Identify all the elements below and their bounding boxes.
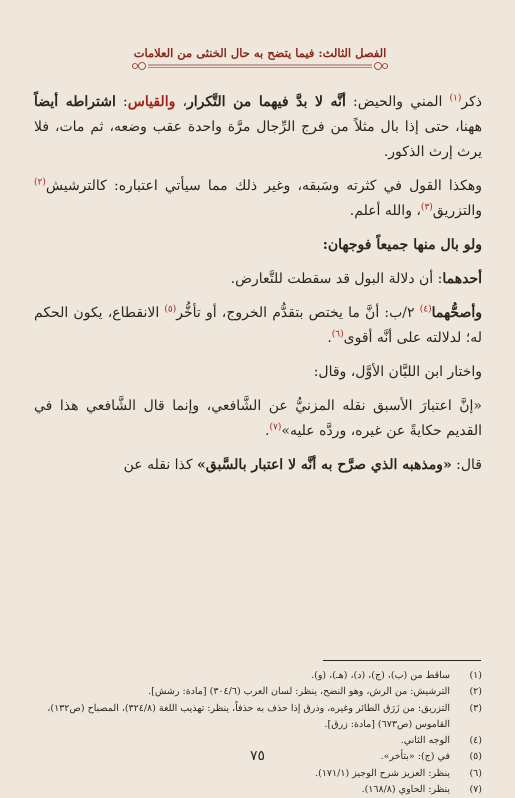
footnote-text: التزريق: من زَرَق الطائر وغيره، وذرق إذا حذف به حذفاً، ينظر: تهذيب اللغة (٣٢٤/٨)، المصباح (ص١٣٢)، القاموس (ص٦٧٣) [مادة: زرق].	[47, 702, 450, 730]
text-run: ٢/ب: أنَّ ما يختص بتقدُّم الخروج، أو تأخُّر	[176, 305, 420, 321]
footnote-ref-6: (٦)	[331, 329, 344, 340]
footnote-text: الترشيش: من الرش، وهو النضح، ينظر: لسان العرب (٣٠٤/٦) [مادة: رشش].	[148, 686, 450, 698]
text-run: ،	[175, 94, 188, 110]
text-run: ههنا، حتى إذا بال مثلاً من فرج الرِّجال مرَّة واحدة عقب وضعه، ثم مات، فلا يرث إرث الذكور.	[34, 119, 482, 160]
footnote-ref-3: (٣)	[420, 202, 433, 213]
footnote-number: (٥)	[469, 751, 482, 763]
footnote-ref-5: (٥)	[164, 304, 177, 315]
running-header	[130, 46, 390, 72]
text-run: الانقطاع، يكون الحكم له؛ لدلالته على أنَّه أقوى	[34, 305, 482, 346]
text-run: المني والحيض:	[345, 94, 450, 110]
chapter-title: الفصل الثالث: فيما يتضح به حال الخنثى من العلامات	[133, 46, 387, 60]
footnote-text: ينظر: الحاوي (١٦٨/٨).	[361, 784, 450, 796]
quotation: «إنَّ اعتبارَ الأسبق نقله المزنيُّ عن الشَّافعي، وإنما قال الشَّافعي هذا في القديم حكايةً عن غيره، وردَّه عليه»	[34, 398, 482, 439]
text-run: كذا نقله عن	[123, 457, 198, 473]
footnote-number: (٢)	[469, 686, 482, 698]
header-ornament-frame	[130, 46, 390, 72]
text-run: :	[115, 94, 128, 110]
text-run: وهكذا القول في كثرته وسَبقه، وغير ذلك مما سيأتي اعتباره: كالترشيش	[45, 178, 482, 194]
paragraph-3	[34, 233, 482, 258]
text-run: قال:	[451, 457, 482, 473]
bold-quotation: «ومذهبه الذي صرَّح به أنَّه لا اعتبار بالسَّبق»	[197, 457, 452, 473]
footnote-number: (٣)	[469, 702, 482, 714]
footnote	[34, 782, 482, 798]
highlight-qiyas: والقياس	[127, 94, 176, 110]
paragraph-2	[34, 174, 482, 224]
page-number: ٧٥	[249, 748, 266, 764]
footnote-text: ينظر: العزيز شرح الوجيز (١٧١/١).	[315, 767, 450, 779]
footnote-number: (٤)	[469, 735, 482, 747]
footnote-text: ساقط من (ب)، (ج)، (د)، (هـ)، (و).	[311, 670, 450, 681]
text-run: والتزريق	[432, 203, 482, 219]
footnote-number: (١)	[469, 670, 482, 681]
footnote	[34, 701, 482, 734]
text-run: واختار ابن اللبَّان الأوَّل، وقال:	[313, 364, 482, 380]
second-opinion-label: وأصحُّهما	[431, 305, 482, 321]
first-opinion-label: أحدهما	[442, 271, 482, 287]
footnotes	[34, 668, 482, 798]
footnote	[34, 766, 482, 782]
footnote-divider	[323, 660, 481, 661]
footnote-text: في (ج): «بتأخر».	[380, 751, 450, 763]
paragraph-8	[34, 453, 482, 478]
footnote-ref-2: (٢)	[34, 177, 46, 188]
bold-phrase: اشتراطه أيضاً	[34, 94, 116, 110]
footnote	[34, 684, 482, 700]
paragraph-1	[34, 90, 482, 165]
footnote-number: (٧)	[469, 784, 482, 796]
footnote-ref-7: (٧)	[269, 422, 282, 433]
paragraph-7	[34, 394, 482, 444]
footnote	[34, 668, 482, 684]
text-run: .	[327, 330, 332, 346]
text-run: ذكر	[461, 94, 483, 110]
text-run: ، والله أعلم.	[349, 203, 421, 219]
footnote-ref-1: (١)	[449, 93, 462, 104]
paragraph-4	[34, 267, 482, 292]
text-run: ولو بال منها جميعاً فوجهان:	[322, 237, 482, 253]
footnote-number: (٦)	[469, 767, 482, 779]
bold-phrase: أنَّه لا بدَّ فيهما من التَّكرار	[187, 94, 346, 110]
text-run: .	[265, 423, 270, 439]
text-run: : أن دلالة البول قد سقطت للتَّعارض.	[230, 271, 443, 287]
paragraph-5	[34, 301, 482, 351]
footnote-text: الوجه الثاني.	[400, 735, 450, 747]
main-text	[34, 90, 482, 487]
paragraph-6	[34, 360, 482, 385]
footnote-ref-4: (٤)	[419, 304, 432, 315]
